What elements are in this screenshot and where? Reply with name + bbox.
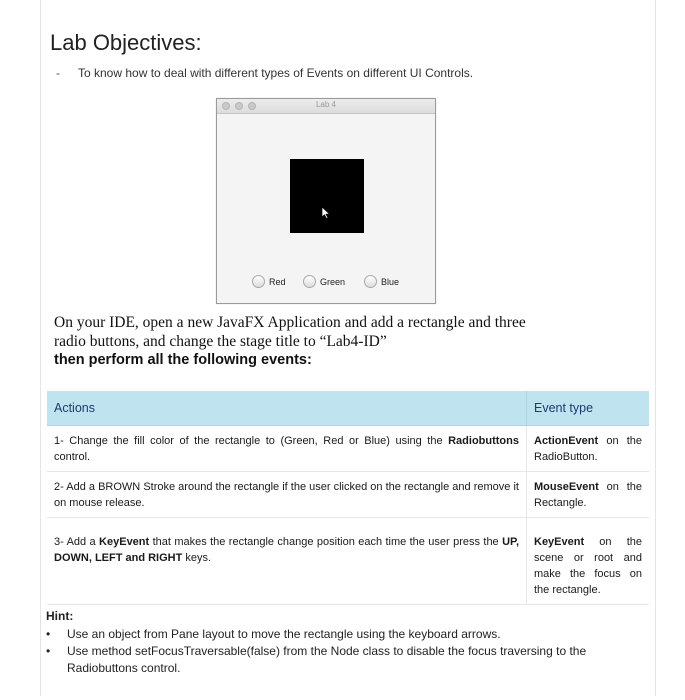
black-rectangle — [290, 159, 364, 233]
objective-line — [56, 66, 473, 80]
radio-circle-icon — [364, 275, 377, 288]
radio-group — [217, 275, 435, 291]
hint-label: Hint: — [46, 609, 74, 623]
radio-circle-icon — [252, 275, 265, 288]
event-type-cell: ActionEvent on the RadioButton. — [527, 426, 650, 472]
event-type-cell: MouseEvent on the Rectangle. — [527, 472, 650, 518]
radio-label: Blue — [381, 276, 400, 287]
radio-red — [252, 275, 286, 288]
instructions-line-2: radio buttons, and change the stage title to “Lab4-ID” — [54, 333, 387, 350]
radio-green — [303, 275, 345, 288]
app-titlebar — [217, 99, 435, 114]
table-header-row — [47, 391, 649, 426]
instructions — [54, 313, 614, 370]
actions-table — [47, 391, 649, 605]
list-item: • Use an object from Pane layout to move the rectangle using the keyboard arrows. — [46, 627, 501, 641]
radio-label: Green — [320, 276, 346, 287]
table-row — [47, 426, 649, 472]
action-cell: 3- Add a KeyEvent that makes the rectangle change position each time the user press the UP, DOWN, LEFT and RIGHT keys. — [47, 518, 527, 605]
table-row — [47, 518, 649, 605]
header-actions: Actions — [47, 391, 527, 426]
bullet-icon: • — [46, 627, 51, 641]
objective-text: To know how to deal with different types of Events on different UI Controls. — [78, 66, 474, 80]
section-title: Lab Objectives: — [50, 30, 202, 55]
objective-bullet: - — [56, 66, 60, 80]
event-type-cell: KeyEvent on the scene or root and make the focus on the rectangle. — [527, 518, 650, 605]
action-cell: 1- Change the fill color of the rectangle to (Green, Red or Blue) using the Radiobuttons control. — [47, 426, 527, 472]
hint-list — [46, 626, 646, 677]
table-row — [47, 472, 649, 518]
app-window-screenshot — [216, 98, 436, 304]
list-item: • Use method setFocusTraversable(false) from the Node class to disable the focus traversing to the Radiobuttons control. — [46, 644, 587, 675]
header-event-type: Event type — [527, 391, 650, 426]
action-cell: 2- Add a BROWN Stroke around the rectangle if the user clicked on the rectangle and remove it on mouse release. — [47, 472, 527, 518]
app-window-title: Lab 4 — [315, 100, 337, 109]
radio-blue — [364, 275, 399, 288]
mouse-cursor-icon — [321, 207, 331, 219]
bullet-icon: • — [46, 644, 51, 658]
radio-label: Red — [269, 276, 286, 287]
radio-circle-icon — [303, 275, 316, 288]
instructions-line-3: then perform all the following events: — [54, 352, 312, 368]
instructions-line-1: On your IDE, open a new JavaFX Application and add a rectangle and three — [54, 314, 526, 331]
